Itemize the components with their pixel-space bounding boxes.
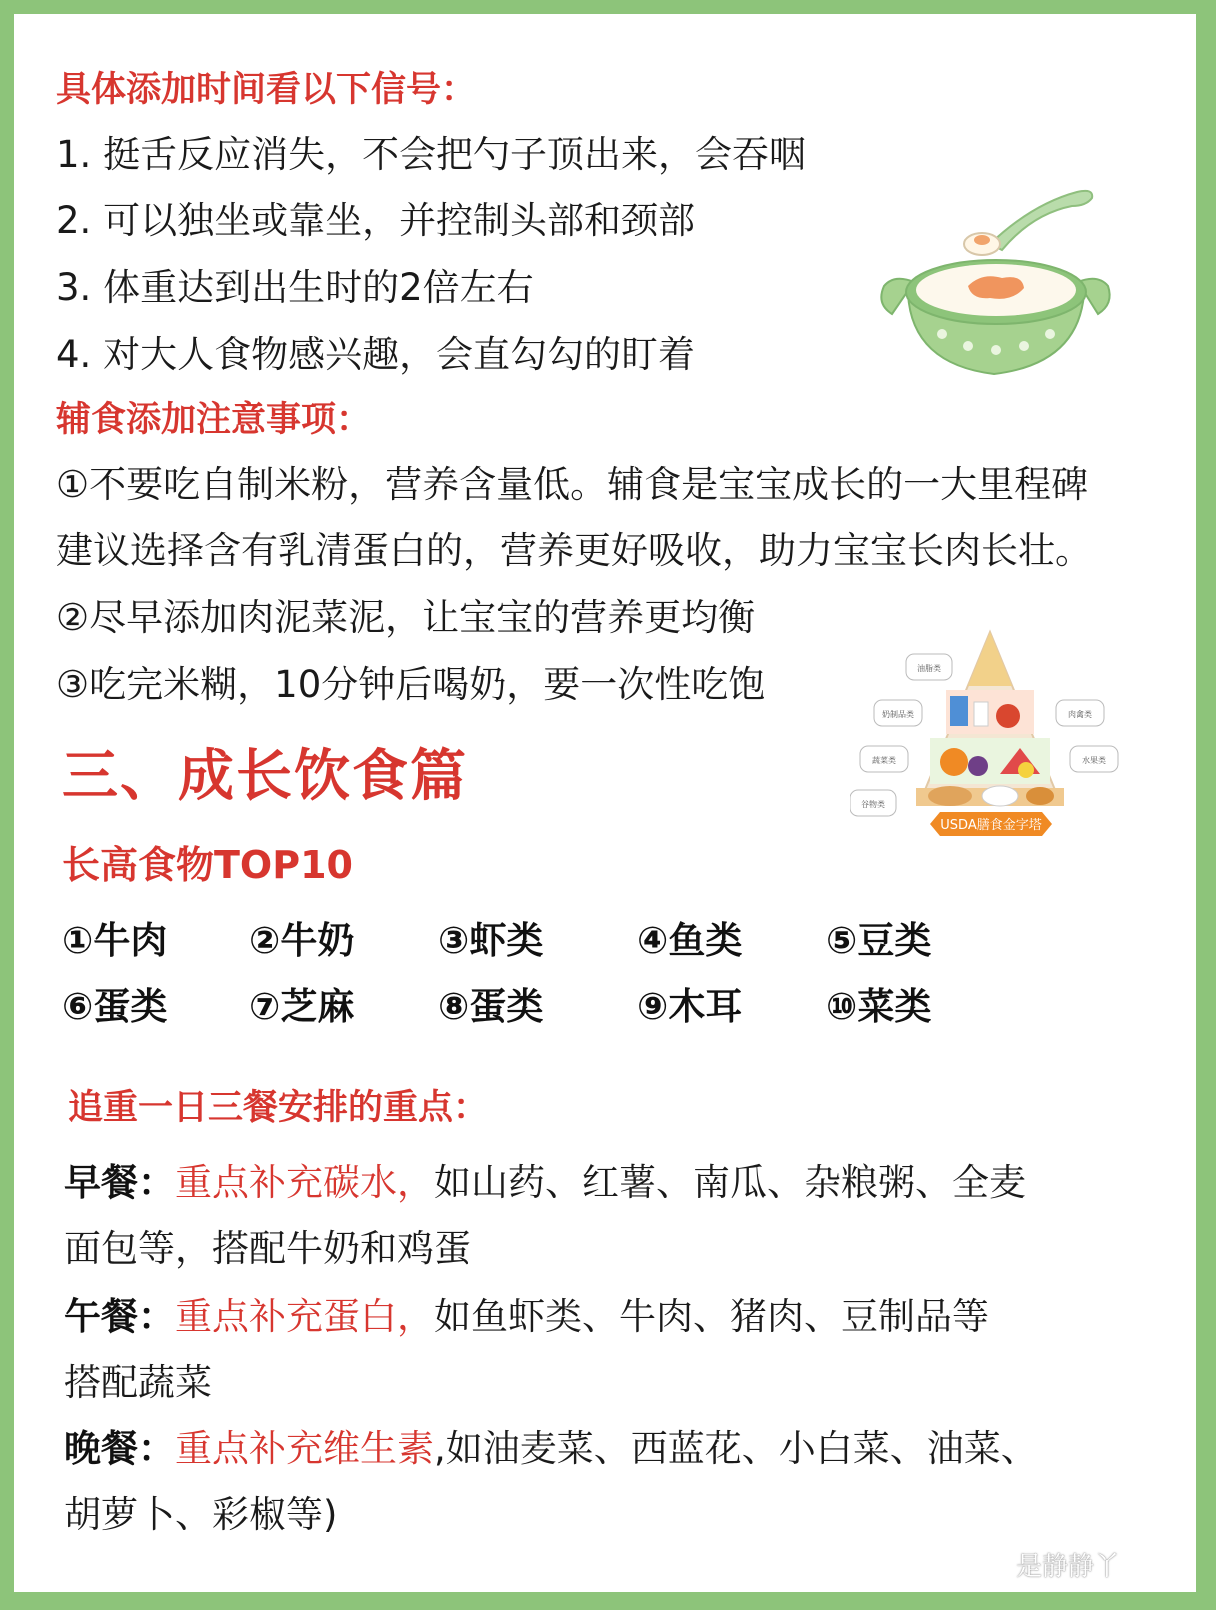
food-item: ④鱼类 (637, 919, 743, 962)
food-item: ①牛肉 (62, 919, 168, 962)
lunch-foods: 如鱼虾类、牛肉、猪肉、豆制品等 (434, 1295, 989, 1338)
lunch-line-2: 搭配蔬菜 (64, 1361, 212, 1404)
signal-item-1: 1. 挺舌反应消失，不会把勺子顶出来，会吞咽 (56, 133, 807, 176)
food-pyramid-illustration (850, 624, 1130, 864)
breakfast-line-2: 面包等，搭配牛奶和鸡蛋 (64, 1227, 471, 1270)
food-item: ⑩菜类 (826, 985, 932, 1028)
lunch-highlight: 重点补充蛋白， (175, 1295, 434, 1338)
breakfast-line-1 (64, 1152, 1026, 1206)
dinner-highlight: 重点补充维生素 (175, 1427, 434, 1470)
pyramid-banner: USDA膳食金字塔 (940, 818, 1042, 833)
signal-item-2: 2. 可以独坐或靠坐，并控制头部和颈部 (56, 199, 696, 242)
lunch-line-1 (64, 1286, 989, 1340)
breakfast-foods: 如山药、红薯、南瓜、杂粮粥、全麦 (434, 1161, 1026, 1204)
breakfast-label: 早餐： (64, 1161, 175, 1204)
food-item: ⑦芝麻 (249, 985, 355, 1028)
pyramid-label-grains: 谷物类 (861, 800, 885, 809)
dinner-label: 晚餐： (64, 1427, 175, 1470)
note-line-4: ③吃完米糊，10分钟后喝奶，要一次性吃饱 (56, 663, 766, 706)
food-item: ③虾类 (438, 919, 544, 962)
watermark: 是静静丫 (1016, 1552, 1121, 1582)
lunch-label: 午餐： (64, 1295, 175, 1338)
signal-item-4: 4. 对大人食物感兴趣，会直勾勾的盯着 (56, 333, 696, 376)
dinner-line-2: 胡萝卜、彩椒等) (64, 1493, 338, 1536)
dinner-foods: ,如油麦菜、西蓝花、小白菜、油菜、 (434, 1427, 1038, 1470)
food-item: ②牛奶 (249, 919, 355, 962)
pyramid-label-vegetables: 蔬菜类 (872, 756, 896, 765)
dinner-line-1 (64, 1418, 1038, 1472)
pyramid-label-dairy: 奶制品类 (882, 710, 914, 719)
food-item: ⑧蛋类 (438, 985, 544, 1028)
pyramid-label-oils: 油脂类 (917, 664, 941, 673)
food-item: ⑨木耳 (637, 985, 743, 1028)
note-line-1: ①不要吃自制米粉，营养含量低。辅食是宝宝成长的一大里程碑 (56, 463, 1089, 506)
breakfast-highlight: 重点补充碳水， (175, 1161, 434, 1204)
notes-heading: 辅食添加注意事项： (56, 400, 372, 440)
section-title: 三、成长饮食篇 (62, 744, 468, 809)
pyramid-label-meat: 肉禽类 (1068, 710, 1092, 719)
signals-heading: 具体添加时间看以下信号： (56, 70, 477, 110)
signal-item-3: 3. 体重达到出生时的2倍左右 (56, 266, 534, 309)
page-sheet (14, 14, 1196, 1592)
note-line-3: ②尽早添加肉泥菜泥，让宝宝的营养更均衡 (56, 596, 756, 639)
food-item: ⑤豆类 (826, 919, 932, 962)
top10-heading: 长高食物TOP10 (62, 843, 353, 887)
pyramid-label-fruits: 水果类 (1082, 756, 1106, 765)
meals-heading: 追重一日三餐安排的重点： (68, 1088, 489, 1128)
food-item: ⑥蛋类 (62, 985, 168, 1028)
note-line-2: 建议选择含有乳清蛋白的，营养更好吸收，助力宝宝长肉长壮。 (56, 529, 1092, 572)
porridge-bowl-illustration (872, 174, 1132, 394)
